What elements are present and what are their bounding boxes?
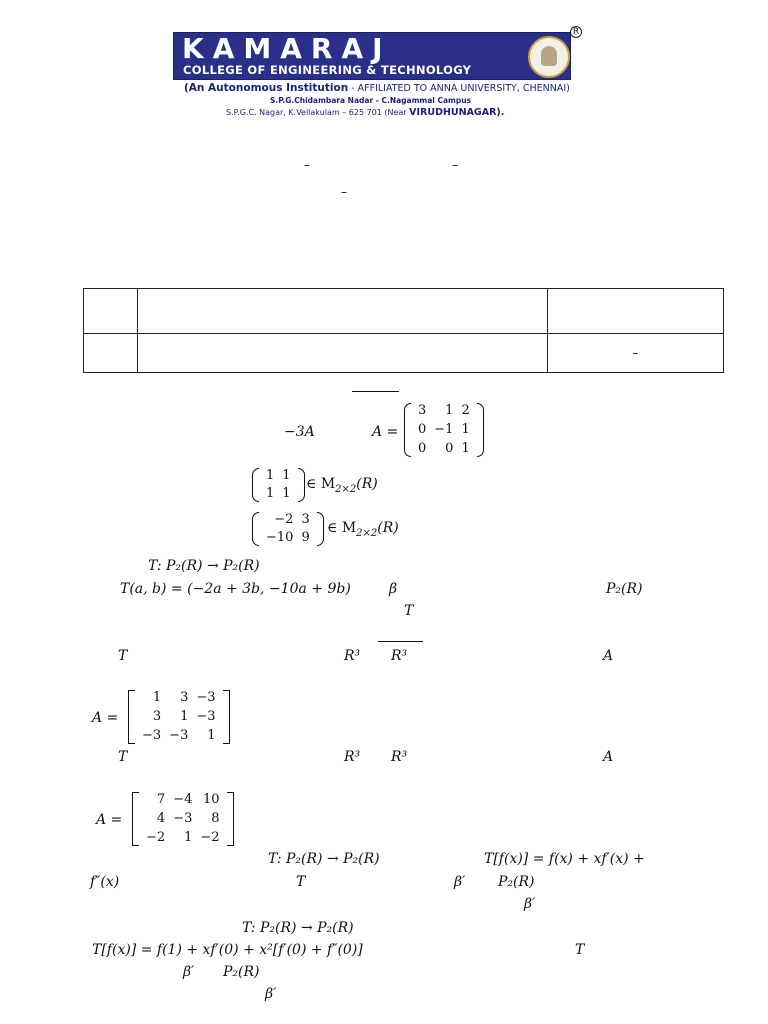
basis-beta-prime: β′ bbox=[265, 986, 277, 1002]
polynomial-space: P₂(R) bbox=[498, 874, 535, 890]
polynomial-space: P₂(R) bbox=[606, 581, 643, 597]
linear-map-formula: T(a, b) = (−2a + 3b, −10a + 9b) bbox=[120, 581, 351, 597]
linear-map-formula: T[f(x)] = f(1) + xf′(0) + x²[f′(0) + f″(0)] bbox=[92, 942, 363, 958]
matrix-a-general: 7 −4 10 4 −3 8 −2 1 −2 bbox=[132, 792, 234, 846]
linear-map-formula: T[f(x)] = f(x) + xf′(x) + bbox=[484, 851, 645, 867]
campus-line: S.P.G.Chidambara Nadar - C.Nagammal Campus bbox=[270, 96, 472, 105]
basis-beta-prime: β′ bbox=[454, 874, 466, 890]
transformation-t: T bbox=[118, 648, 128, 664]
matrix-a-symbol: A bbox=[603, 648, 614, 664]
matrix-ones: 1 1 1 1 bbox=[252, 468, 305, 502]
space-r3: R³ bbox=[391, 648, 408, 664]
linear-map-definition: T: P₂(R) → P₂(R) bbox=[242, 920, 354, 936]
matrix-a-label: A = bbox=[372, 424, 399, 440]
linear-map-formula-cont: f″(x) bbox=[90, 874, 120, 890]
matrix-neg: −2 3 −10 9 bbox=[252, 512, 324, 546]
table-cell bbox=[84, 334, 138, 373]
transformation-t: T bbox=[575, 942, 585, 958]
linear-map-definition: T: P₂(R) → P₂(R) bbox=[148, 558, 260, 574]
table-cell bbox=[548, 289, 724, 334]
space-r3: R³ bbox=[344, 749, 361, 765]
section-underline bbox=[352, 391, 399, 392]
expr-minus-3a: −3A bbox=[284, 424, 315, 440]
matrix-a-label: A = bbox=[92, 710, 119, 726]
matrix-space-m2x2: ∈ $M_{2\times 2}(R)$ bbox=[306, 476, 378, 495]
space-r3: R³ bbox=[391, 749, 408, 765]
transformation-t: T bbox=[296, 874, 306, 890]
matrix-a-symbol: A bbox=[603, 749, 614, 765]
basis-beta-prime: β′ bbox=[183, 964, 195, 980]
logo-title: KAMARAJ bbox=[182, 32, 392, 65]
basis-beta: β bbox=[389, 581, 398, 597]
dash-mark: – bbox=[304, 158, 310, 172]
linear-map-definition: T: P₂(R) → P₂(R) bbox=[268, 851, 380, 867]
matrix-a-symmetric: 1 3 −3 3 1 −3 −3 −3 1 bbox=[128, 690, 230, 744]
overline bbox=[378, 641, 423, 642]
table-cell bbox=[138, 289, 548, 334]
dash-mark: – bbox=[452, 158, 458, 172]
institution-status-line: (An Autonomous Institution - AFFILIATED TO ANNA UNIVERSITY, CHENNAI) bbox=[184, 82, 570, 94]
transformation-t: T bbox=[118, 749, 128, 765]
transformation-t: T bbox=[404, 603, 414, 619]
college-logo-banner bbox=[173, 32, 571, 80]
question-header-table bbox=[83, 288, 724, 373]
address-line: S.P.G.C. Nagar, K.Vellakulam – 625 701 (Near VIRUDHUNAGAR). bbox=[226, 107, 505, 118]
polynomial-space: P₂(R) bbox=[223, 964, 260, 980]
table-cell-dash: – bbox=[548, 334, 724, 373]
matrix-space-m2x2: ∈ $M_{2\times 2}(R)$ bbox=[327, 520, 399, 539]
table-cell bbox=[138, 334, 548, 373]
registered-mark-icon: R bbox=[570, 26, 582, 38]
matrix-a: 3 1 2 0 −1 1 0 0 1 bbox=[404, 403, 484, 457]
matrix-a-label: A = bbox=[96, 812, 123, 828]
logo-subtitle: COLLEGE OF ENGINEERING & TECHNOLOGY bbox=[183, 63, 472, 77]
founder-portrait-emblem-icon bbox=[528, 36, 570, 78]
space-r3: R³ bbox=[344, 648, 361, 664]
table-cell bbox=[84, 289, 138, 334]
basis-beta-prime: β′ bbox=[524, 896, 536, 912]
dash-mark: – bbox=[341, 185, 347, 199]
